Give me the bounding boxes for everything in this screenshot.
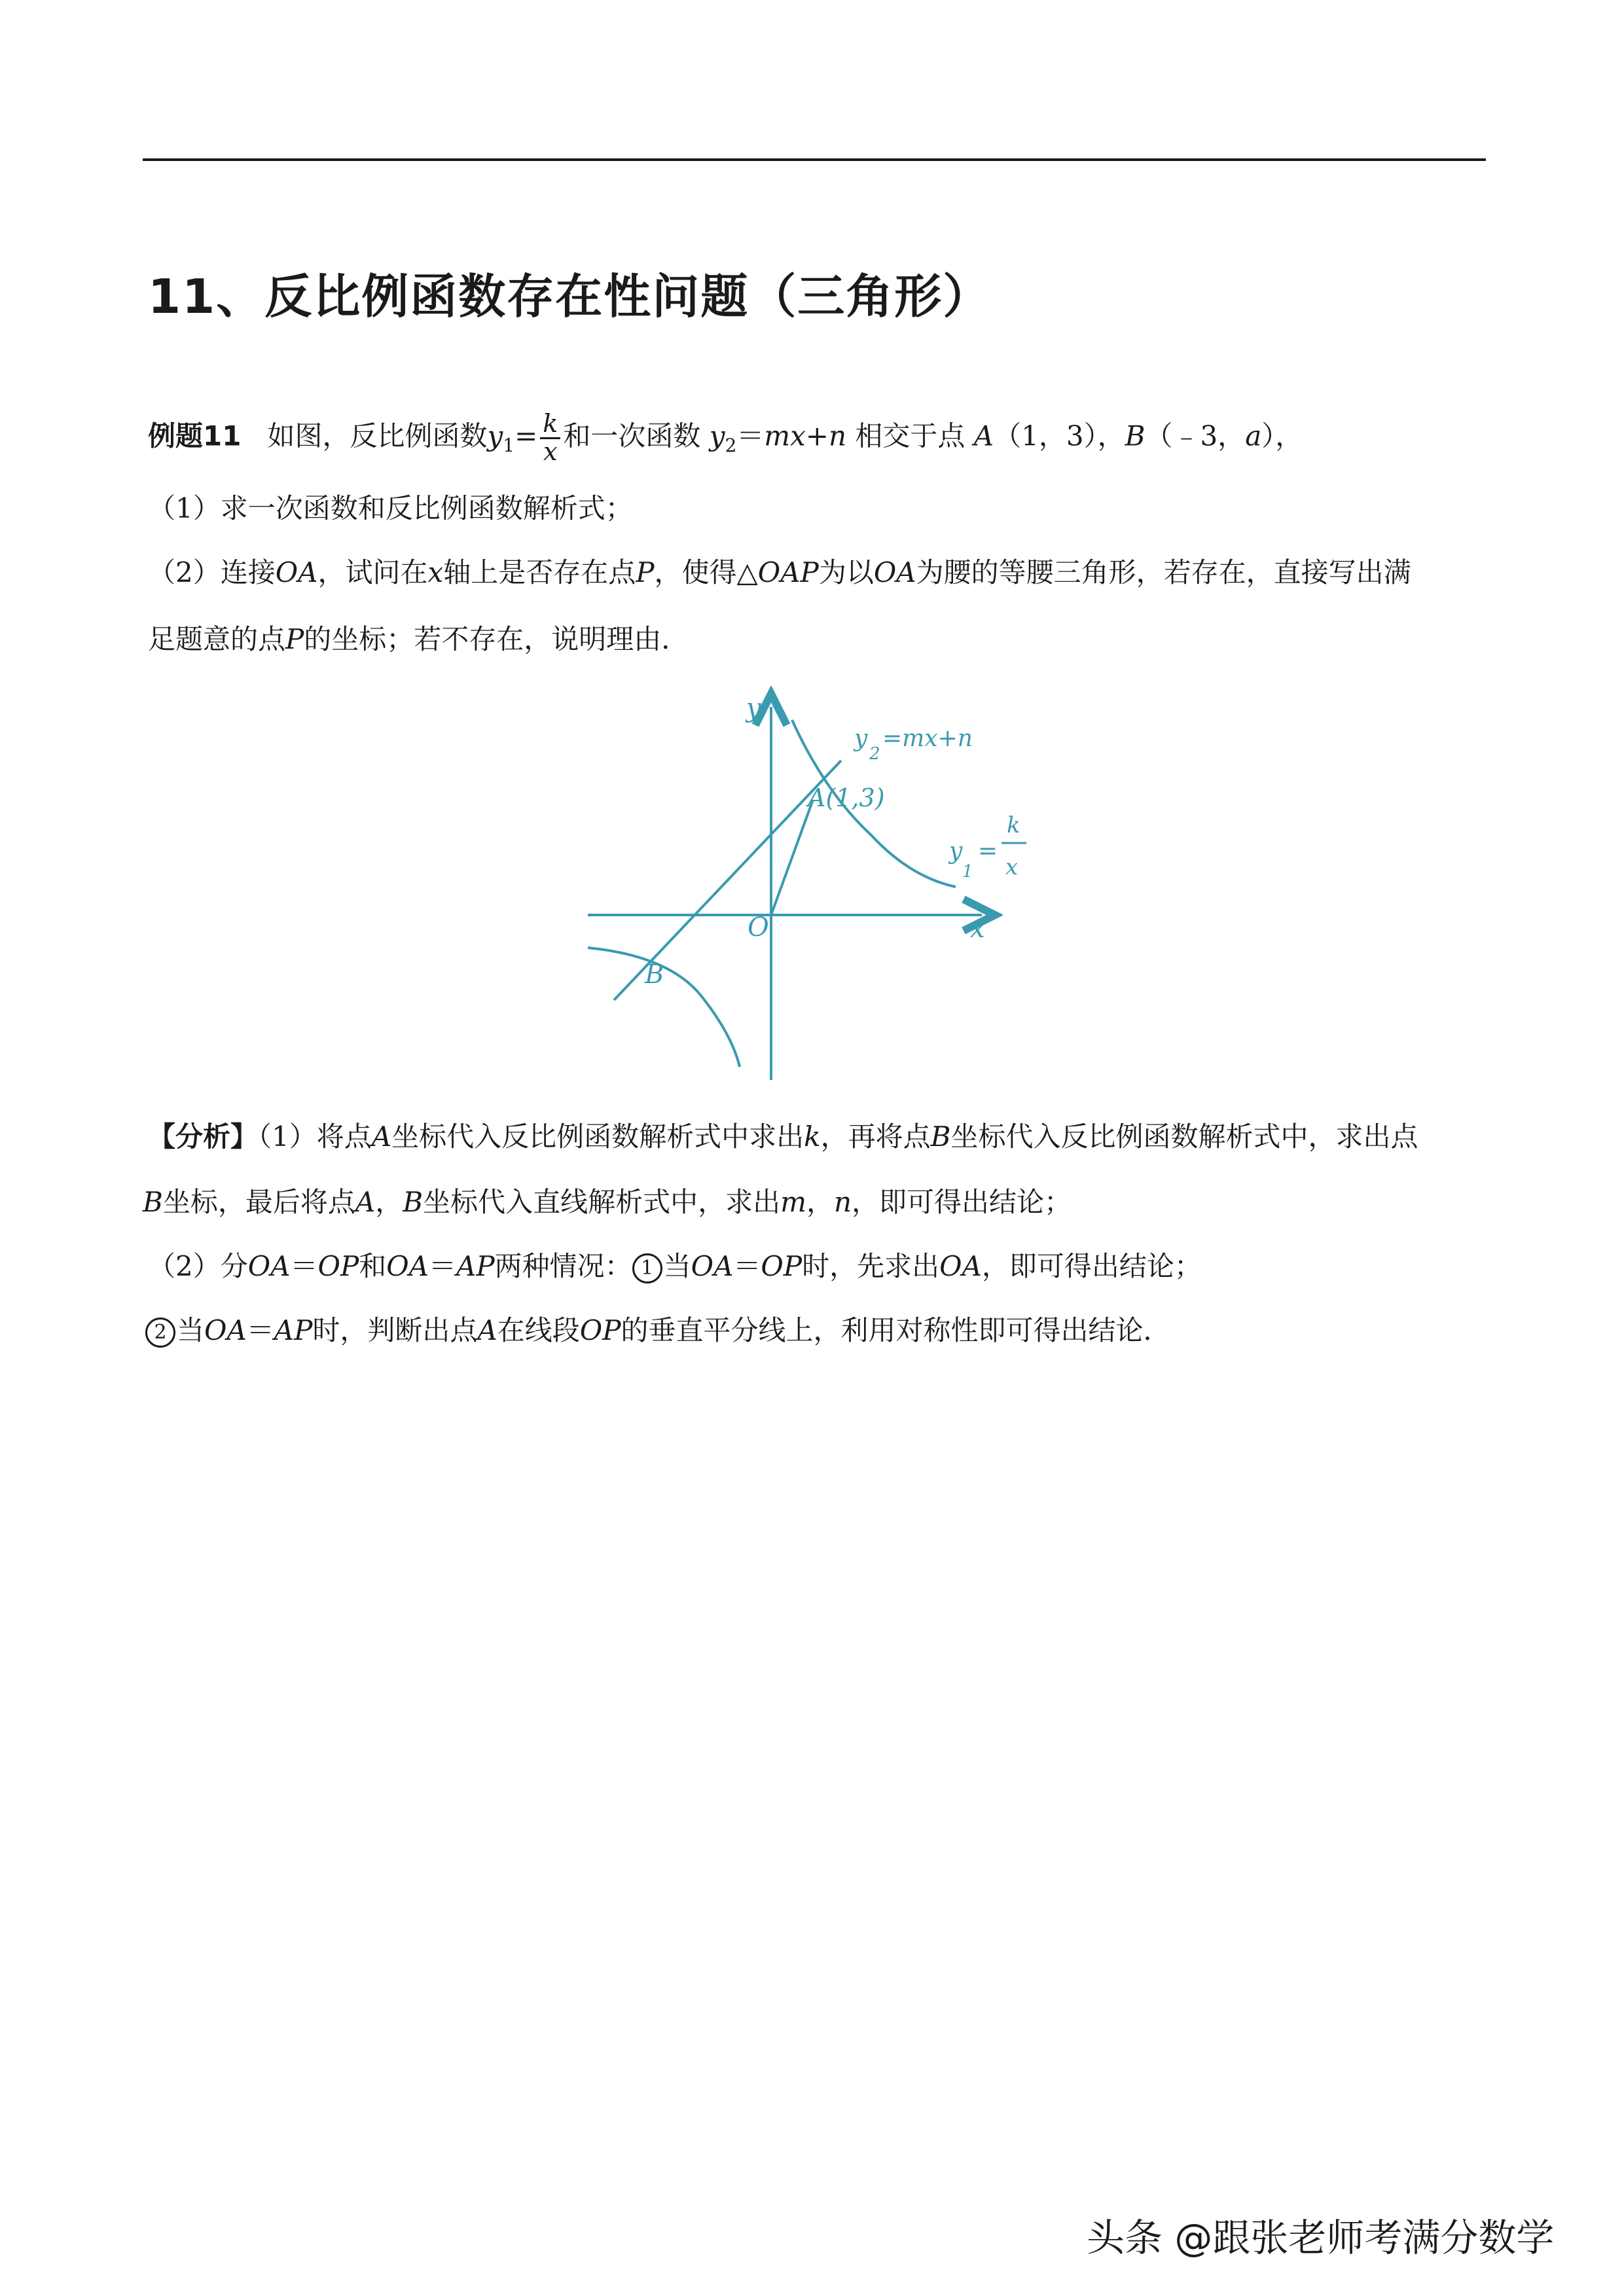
text: 如图，反比例函数 [267,420,488,452]
question-1: （1）求一次函数和反比例函数解析式； [148,492,633,524]
text: 的垂直平分线上，利用对称性即可得出结论． [621,1314,1171,1346]
segment-oa [771,800,813,915]
frac-num: k [540,411,560,439]
text: 的坐标；若不存在，说明理由． [304,623,689,655]
seg-op: OP [761,1250,803,1282]
point-b: B [930,1121,951,1153]
text: ＝ [429,1250,457,1282]
seg-oa: OA [939,1250,982,1282]
text: ）， [1261,420,1303,452]
seg-oa: OA [386,1250,429,1282]
text: ，使得△ [654,556,758,588]
analysis-heading: 【分析】 [148,1121,259,1153]
text: ＝ [733,1250,761,1282]
text: 和一次函数 [563,420,701,452]
point-b: B [143,1186,163,1218]
text: （1）将点 [258,1121,372,1153]
point-a: A [973,420,994,452]
analysis-line-3 [148,1250,1202,1283]
text: 在线段 [497,1314,580,1346]
text: （﹣3， [1145,420,1246,452]
seg-ap: AP [456,1250,495,1282]
problem-label: 例题11 [148,420,242,452]
text: 坐标代入反比例函数解析式中，求出点 [950,1121,1418,1153]
frac-den: x [543,437,558,466]
seg-oa: OA [873,556,916,588]
section-title: 11、反比例函数存在性问题（三角形） [148,269,992,324]
text: ， [806,1186,834,1218]
expr-mxn: mx+n [764,420,847,452]
text: 坐标代入反比例函数解析式中求出 [391,1121,804,1153]
point-a-label: A(1,3) [808,783,885,812]
text: 时，先求出 [802,1250,940,1282]
curve-label-den: x [1005,854,1019,880]
point-b-label: B [645,960,664,990]
text: ＝ [736,420,765,452]
text: 相交于点 [855,420,965,452]
line-label-sub: 2 [869,744,880,764]
curve-label-num: k [1007,812,1020,838]
point-p: P [285,623,304,655]
analysis-line-2 [143,1186,1072,1219]
text: （2）分 [148,1250,248,1282]
text: = [514,420,538,452]
curve-label-sub: 1 [962,862,973,882]
var-n: n [833,1186,852,1218]
point-a: A [371,1121,392,1153]
text: ＝ [290,1250,318,1282]
watermark: 头条 @跟张老师考满分数学 [1087,2215,1555,2260]
text: 足题意的点 [148,623,286,655]
text: 为以 [818,556,874,588]
text: ，即可得出结论； [981,1250,1202,1282]
var-k: k [804,1121,821,1153]
sub: 1 [503,434,515,456]
text: 坐标代入直线解析式中，求出 [423,1186,781,1218]
text: 当 [663,1250,691,1282]
seg-op: OP [579,1314,621,1346]
var-a: a [1245,420,1262,452]
text: ， [375,1186,403,1218]
line-label-rest: =mx+n [882,725,973,752]
circled-number-2: 2 [145,1318,175,1348]
y-axis-label: y [746,693,761,723]
sub: 2 [725,434,737,456]
point-a: A [355,1186,376,1218]
var-y2: y [709,420,725,452]
point-p: P [636,556,655,588]
text: 轴上是否存在点 [443,556,636,588]
point-b: B [1125,420,1146,452]
seg-oa: OA [247,1250,291,1282]
x-axis-label: x [970,914,985,944]
curve-label-y: y [949,838,963,865]
text: ，试问在 [317,556,428,588]
seg-oa: OA [275,556,318,588]
text: （1，3）， [994,420,1125,452]
analysis-line-4 [145,1314,1170,1348]
point-a: A [477,1314,497,1346]
point-b: B [403,1186,424,1218]
text: 为腰的等腰三角形，若存在，直接写出满 [916,556,1411,588]
triangle-oap: OAP [757,556,819,588]
text: （2）连接 [148,556,276,588]
text: 坐标，最后将点 [162,1186,355,1218]
seg-oa: OA [204,1314,247,1346]
var-m: m [780,1186,806,1218]
text: 当 [177,1314,205,1346]
curve-label-eq: = [978,838,998,865]
text: 和 [359,1250,387,1282]
circled-number-1: 1 [632,1253,662,1283]
origin-label: O [748,912,769,942]
text: 时，判断出点 [312,1314,478,1346]
seg-oa: OA [691,1250,734,1282]
seg-ap: AP [274,1314,313,1346]
analysis-line-1 [148,1121,1418,1153]
seg-op: OP [317,1250,359,1282]
text: ＝ [246,1314,274,1346]
var-x: x [427,556,444,588]
text: 两种情况： [494,1250,632,1282]
var-y1: y [487,420,503,452]
text: ，即可得出结论； [852,1186,1072,1218]
text: ，再将点 [820,1121,931,1153]
line-label-y: y [854,725,868,752]
